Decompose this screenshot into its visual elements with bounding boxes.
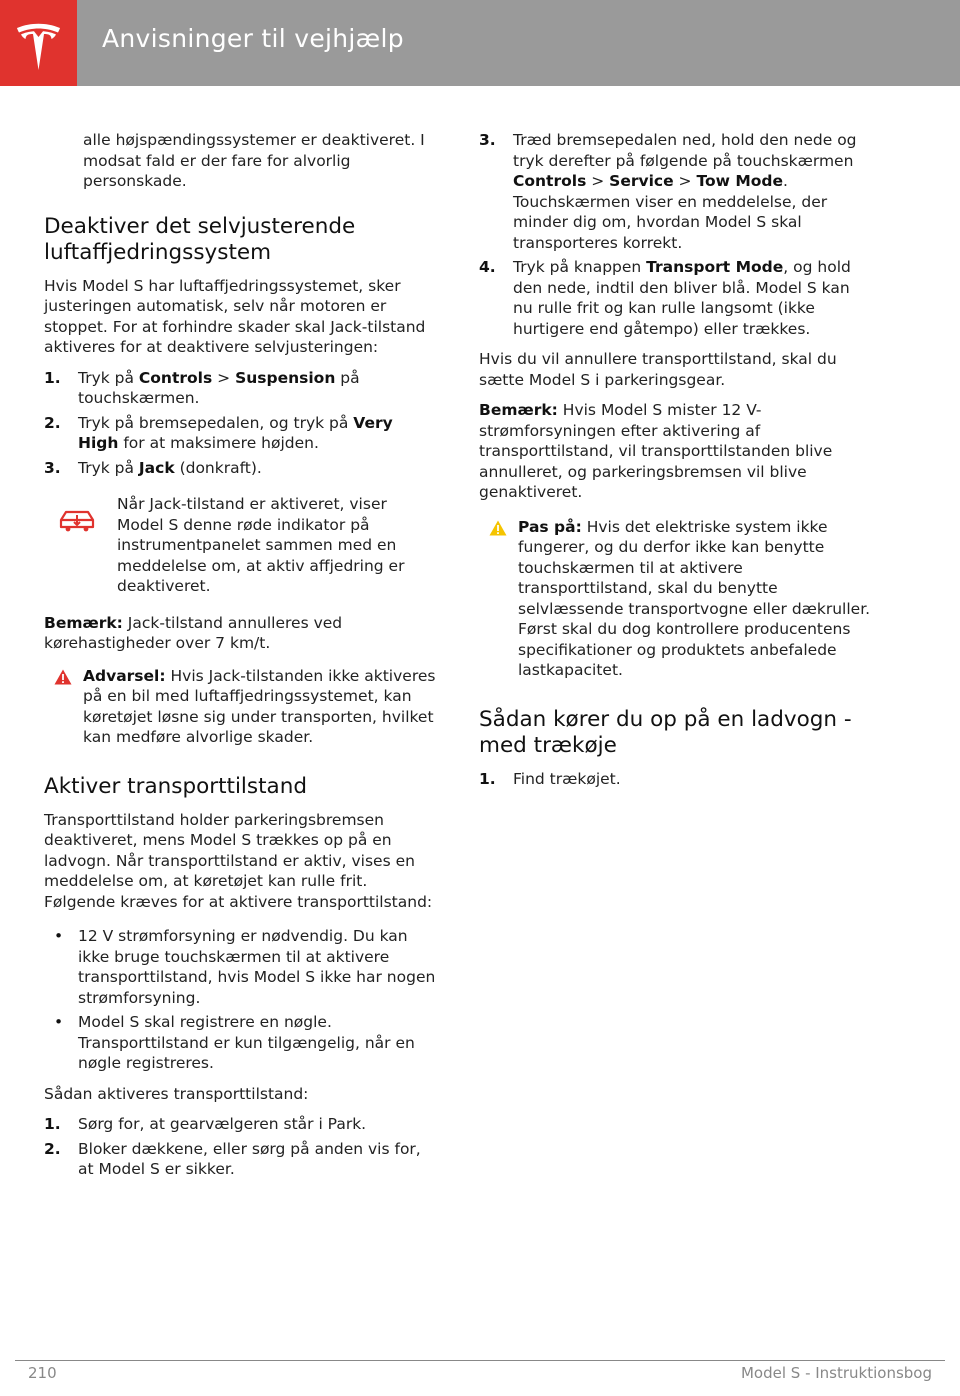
page-header xyxy=(0,0,960,86)
page-title: Anvisninger til vejhjælp xyxy=(102,24,404,53)
transport-steps-continued xyxy=(479,130,871,339)
caution-icon xyxy=(489,520,507,542)
list-item: • Model S skal registrere en nøgle. Transporttilstand er kun tilgængelig, når en nøgle registreres. xyxy=(54,1013,415,1072)
left-column xyxy=(44,130,436,1184)
how-to-activate: Sådan aktiveres transporttilstand: xyxy=(44,1084,309,1103)
list-item: 4. Tryk på knappen Transport Mode, og hold den nede, indtil den bliver blå. Model S kan nu rulle frit og kan rulle langsomt (ikke hurtigere end gåtempo) eller trækkes. xyxy=(479,258,851,338)
note: Bemærk: Hvis Model S mister 12 V-strømforsyningen efter aktivering af transporttilstand, vil transporttilstanden blive annulleret, og parkeringsbremsen vil blive genaktiveret. xyxy=(479,401,833,501)
note: Bemærk: Jack-tilstand annulleres ved kørehastigheder over 7 km/t. xyxy=(44,613,343,652)
transport-intro: Transporttilstand holder parkeringsbremsen deaktiveret, mens Model S trækkes op på en ladvogn. Når transporttilstand er aktiv, vises en meddelelse om, at køretøjet kan rulle frit. Følgende kræves for at aktivere transporttilstand: xyxy=(44,810,433,911)
tesla-logo-icon xyxy=(13,16,64,70)
requirements-list xyxy=(44,926,436,1074)
jack-mode-callout xyxy=(44,494,436,597)
list-item: 1. Sørg for, at gearvælgeren står i Park. xyxy=(44,1115,367,1133)
list-item: 1. Tryk på Controls > Suspension på touchskærmen. xyxy=(44,368,360,407)
continuation-text: alle højspændingssystemer er deaktiveret. I modsat fald er der fare for alvorlig personskade. xyxy=(83,131,425,190)
manual-title: Model S - Instruktionsbog xyxy=(740,1364,932,1382)
caution-box: Pas på: Hvis det elektriske system ikke fungerer, og du derfor ikke kan benytte touchskærmen til at aktivere transporttilstand, skal du benytte selvlæssende transportvogne eller dækruller. Først skal du dog kontrollere producentens specifikationer og produktets anbefalede lastkapacitet. xyxy=(479,517,871,681)
suspension-steps xyxy=(44,368,436,479)
tow-eye-steps xyxy=(479,769,871,790)
right-column xyxy=(479,130,871,793)
section-heading-suspension: Deaktiver det selvjusterende luftaffjedringssystem xyxy=(44,213,356,265)
footer-divider xyxy=(15,1360,945,1361)
warning-icon xyxy=(54,669,72,691)
list-item: • 12 V strømforsyning er nødvendig. Du kan ikke bruge touchskærmen til at aktivere transporttilstand, hvis Model S ikke har nogen strømforsyning. xyxy=(54,927,436,1007)
suspension-intro: Hvis Model S har luftaffjedringssystemet, sker justeringen automatisk, selv når motoren er stoppet. For at forhindre skader skal Jack-tilstand aktiveres for at deaktivere selvjusteringen: xyxy=(44,276,426,356)
transport-steps xyxy=(44,1114,436,1180)
list-item: 1. Find trækøjet. xyxy=(479,769,621,788)
cancel-transport-text: Hvis du vil annullere transporttilstand, skal du sætte Model S i parkeringsgear. xyxy=(479,350,837,389)
page-number: 210 xyxy=(28,1364,57,1382)
tesla-logo xyxy=(0,0,77,86)
list-item: 3. Tryk på Jack (donkraft). xyxy=(44,458,262,477)
list-item: 2. Tryk på bremsepedalen, og tryk på Very High for at maksimere højden. xyxy=(44,413,393,452)
jack-indicator-icon xyxy=(58,508,96,540)
section-heading-transport: Aktiver transporttilstand xyxy=(44,773,307,799)
section-heading-tow-eye: Sådan kører du op på en ladvogn - med trækøje xyxy=(479,706,852,758)
warning-box: Advarsel: Hvis Jack-tilstanden ikke aktiveres på en bil med luftaffjedringssystemet, kan køretøjet løsne sig under transporten, hvilket kan medføre alvorlige skader. xyxy=(44,666,436,748)
list-item: 2. Bloker dækkene, eller sørg på anden vis for, at Model S er sikker. xyxy=(44,1139,421,1178)
list-item: 3. Træd bremsepedalen ned, hold den nede og tryk derefter på følgende på touchskærmen Controls > Service > Tow Mode. Touchskærmen viser en meddelelse, der minder dig om, hvordan Model S skal transporteres korrekt. xyxy=(479,131,857,252)
callout-text: Når Jack-tilstand er aktiveret, viser Model S denne røde indikator på instrumentpanelet sammen med en meddelelse om, at aktiv affjedring er deaktiveret. xyxy=(117,495,405,595)
